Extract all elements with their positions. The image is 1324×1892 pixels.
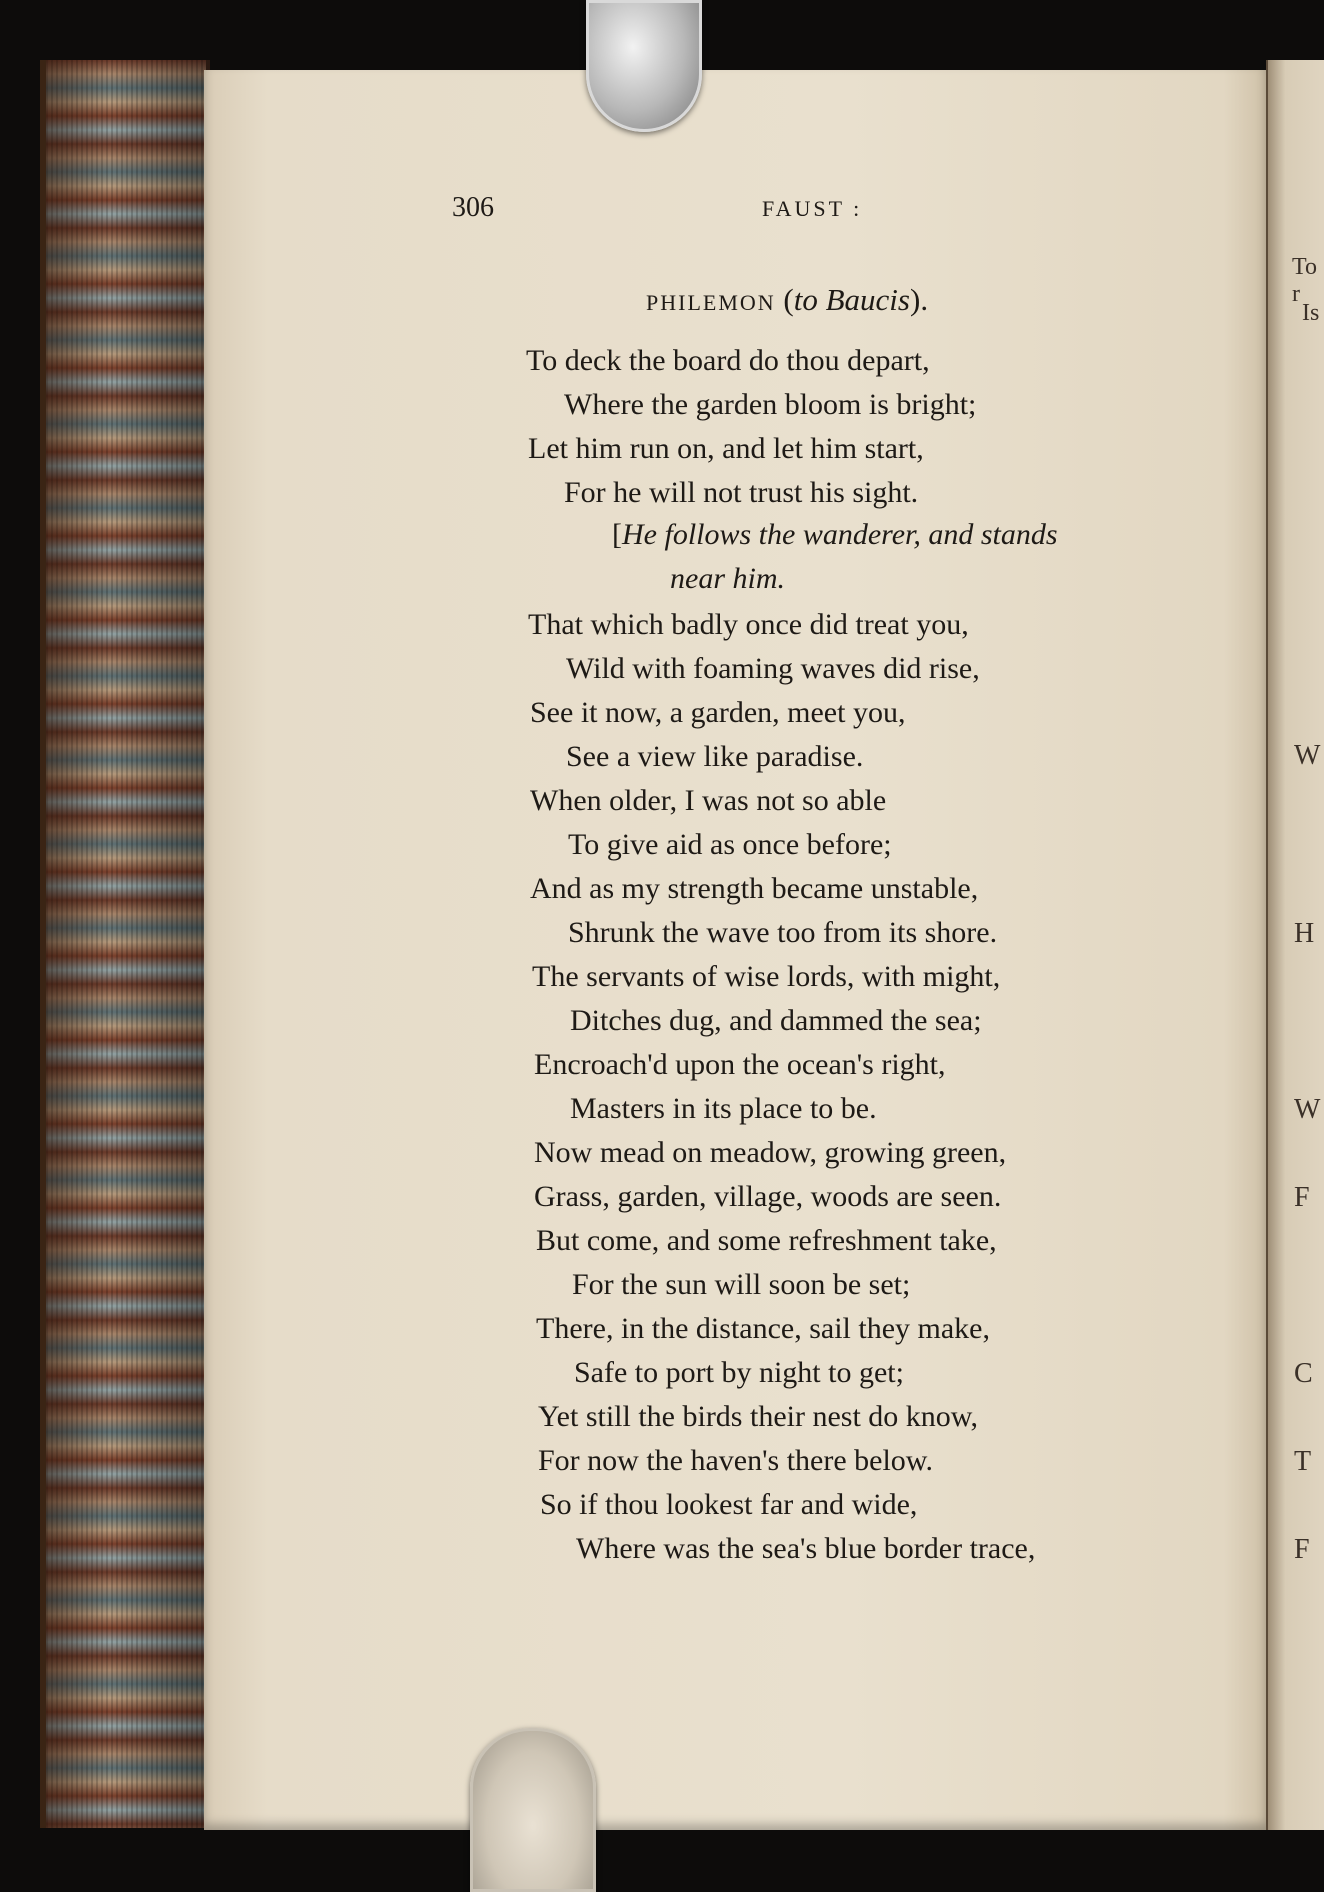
- verse-line: Ditches dug, and dammed the sea;: [570, 1004, 982, 1037]
- verse-line: To give aid as once before;: [568, 828, 892, 861]
- running-head: FAUST :: [762, 196, 863, 221]
- verse-line: Let him run on, and let him start,: [528, 432, 924, 465]
- verse-line: So if thou lookest far and wide,: [540, 1488, 918, 1521]
- speaker-paren-open: (: [775, 282, 794, 317]
- verse-line: For now the haven's there below.: [538, 1444, 934, 1477]
- verse-line: The servants of wise lords, with might,: [532, 960, 1001, 993]
- next-page-fragment: T: [1294, 1446, 1312, 1477]
- next-page-fragment: W: [1294, 740, 1321, 771]
- verse-line: That which badly once did treat you,: [528, 608, 969, 641]
- verse-line: Yet still the birds their nest do know,: [538, 1400, 978, 1433]
- verse-line: And as my strength became unstable,: [530, 872, 979, 905]
- verse-line: Wild with foaming waves did rise,: [566, 652, 980, 685]
- verse-line: Where the garden bloom is bright;: [564, 388, 977, 421]
- verse-line: For he will not trust his sight.: [564, 476, 919, 509]
- speaker-name: PHILEMON: [646, 290, 776, 315]
- verse-line: There, in the distance, sail they make,: [536, 1312, 990, 1345]
- stage-direction-line-1: [612, 520, 1058, 550]
- verse-line: Masters in its place to be.: [570, 1092, 877, 1125]
- verse-line: Now mead on meadow, growing green,: [534, 1136, 1007, 1169]
- stage-direction-text: He follows the wanderer, and stands: [622, 518, 1058, 551]
- book-fore-edge: [40, 60, 210, 1828]
- verse-line: For the sun will soon be set;: [572, 1268, 911, 1301]
- verse-line: Safe to port by night to get;: [574, 1356, 904, 1389]
- page-clip-top: [586, 0, 702, 132]
- verse-line: Grass, garden, village, woods are seen.: [534, 1180, 1002, 1213]
- next-page-fragment: W: [1294, 1094, 1321, 1125]
- next-page-fragment: H: [1294, 918, 1315, 949]
- speaker-direction: to Baucis: [793, 282, 910, 317]
- verse-line: To deck the board do thou depart,: [526, 344, 930, 377]
- speaker-heading: [646, 282, 928, 318]
- next-page-fragment: To r: [1292, 254, 1317, 307]
- speaker-paren-close: ).: [910, 282, 929, 317]
- next-page-fragment: C: [1294, 1358, 1313, 1389]
- stage-bracket: [: [612, 518, 622, 551]
- stage-direction-line-2: near him.: [670, 562, 785, 595]
- next-page-fragment: Is: [1302, 300, 1320, 326]
- verse-line: But come, and some refreshment take,: [536, 1224, 997, 1257]
- verse-line: Where was the sea's blue border trace,: [576, 1532, 1036, 1565]
- page-clip-bottom: [470, 1728, 596, 1892]
- page-number: 306: [452, 192, 494, 223]
- verse-line: Shrunk the wave too from its shore.: [568, 916, 998, 949]
- next-page-fragment: F: [1294, 1534, 1310, 1565]
- verse-line: See a view like paradise.: [566, 740, 864, 773]
- next-page-fragment: F: [1294, 1182, 1310, 1213]
- verse-line: When older, I was not so able: [530, 784, 887, 817]
- verse-line: See it now, a garden, meet you,: [530, 696, 906, 729]
- verse-line: Encroach'd upon the ocean's right,: [534, 1048, 946, 1081]
- book-page: [204, 70, 1266, 1830]
